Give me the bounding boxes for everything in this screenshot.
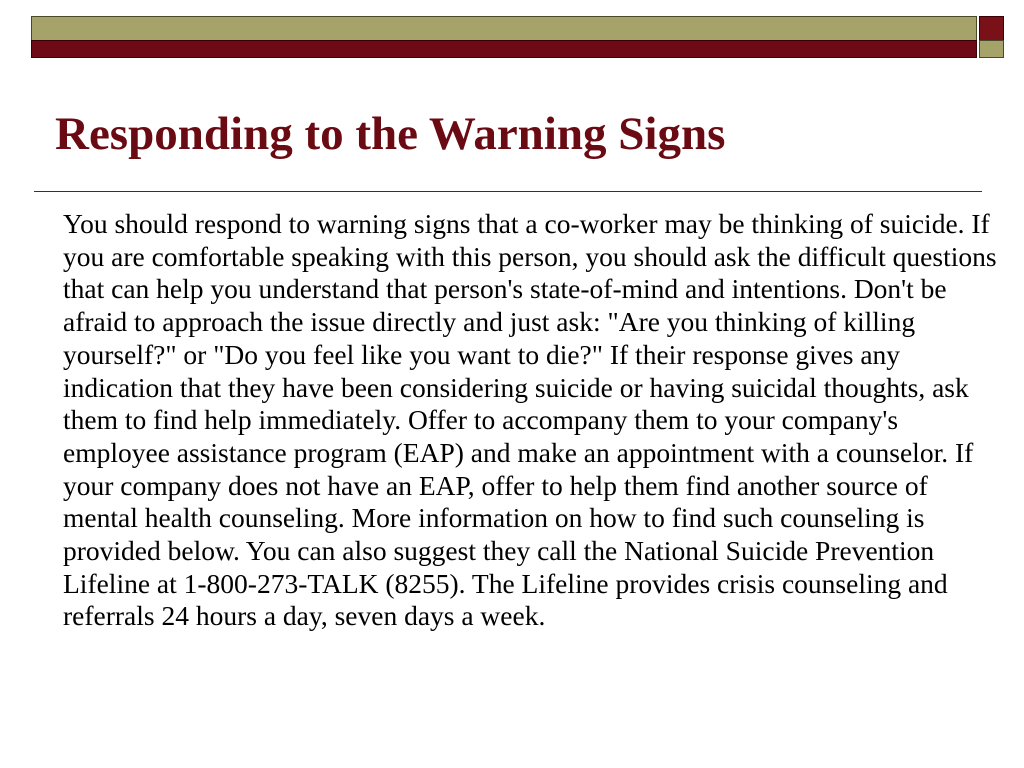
header-square-olive <box>979 40 1004 58</box>
header-bar-olive <box>31 16 977 41</box>
slide-body-text: You should respond to warning signs that a co-worker may be thinking of suicide. If you are comfortable speaking with this person, you should ask the difficult questions that can help you understand that person's state-of-mind and intentions. Don't be afraid to approach the issue directly and just ask: "Are you thinking of killing yourself?" or "Do you feel like you want to die?" If their response gives any indication that they have been considering suicide or having suicidal thoughts, ask them to find help immediately. Offer to accompany them to your company's employee assistance program (EAP) and make an appointment with a counselor. If your company does not have an EAP, offer to help them find another source of mental health counseling. More information on how to find such counseling is provided below. You can also suggest they call the National Suicide Prevention Lifeline at 1-800-273-TALK (8255). The Lifeline provides crisis counseling and referrals 24 hours a day, seven days a week. <box>63 208 997 632</box>
header-bar-maroon <box>31 40 977 58</box>
header-square-maroon <box>979 16 1004 41</box>
slide-title: Responding to the Warning Signs <box>55 108 726 160</box>
title-divider <box>34 191 982 192</box>
